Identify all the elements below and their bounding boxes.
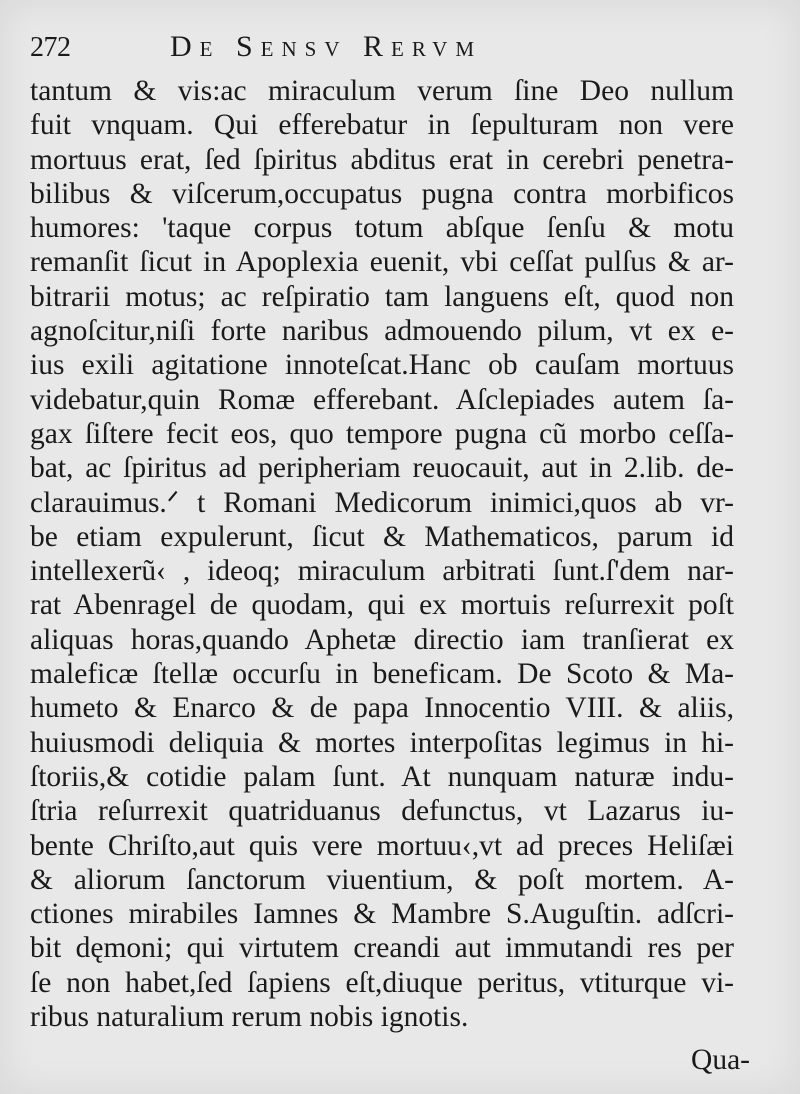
text-line: be etiam expulerunt, ſicut & Mathematicos, parum id	[30, 520, 734, 553]
text-line: maleficæ ſtellæ occurſu in beneficam. De Scoto & Ma-	[30, 658, 734, 691]
page-header	[30, 26, 750, 74]
text-line: agnoſcitur,niſi forte naribus admouendo pilum, vt ex e-	[30, 315, 734, 348]
text-line: fuit vnquam. Qui efferebatur in ſepulturam non vere	[30, 109, 734, 142]
text-line: ſe non habet,ſed ſapiens eſt,diuque peritus, vtiturque vi-	[30, 966, 734, 999]
running-title: De Sensv Rervm	[170, 30, 483, 63]
text-line: ſtoriis,& cotidie palam ſunt. At nunquam naturæ indu-	[30, 760, 734, 793]
catchword-row	[30, 1044, 750, 1084]
text-line: huiusmodi deliquia & mortes interpoſitas legimus in hi-	[30, 726, 734, 759]
text-line: rat Abenragel de quodam, qui ex mortuis reſurrexit poſt	[30, 589, 734, 622]
text-line: intellexerũ‹ , ideoq; miraculum arbitrati ſunt.ſ'dem nar-	[30, 555, 734, 588]
text-line: videbatur,quin Romæ efferebant. Aſclepiades autem ſa-	[30, 383, 734, 416]
text-line: bitrarii motus; ac reſpiratio tam languens eſt, quod non	[30, 280, 734, 313]
text-line: clarauimus.ᐟ t Romani Medicorum inimici,quos ab vr-	[30, 486, 734, 519]
text-line: bilibus & viſcerum,occupatus pugna contra morbificos	[30, 177, 734, 210]
text-line: ius exili agitatione innoteſcat.Hanc ob cauſam mortuus	[30, 349, 734, 382]
text-line: humores: 'taque corpus totum abſque ſenſu & motu	[30, 212, 734, 245]
text-line: & aliorum ſanctorum viuentium, & poſt mortem. A-	[30, 863, 734, 896]
body-text	[30, 74, 750, 1034]
text-line: bit dęmoni; qui virtutem creandi aut immutandi res per	[30, 932, 734, 965]
text-line: ribus naturalium rerum nobis ignotis.	[30, 1001, 469, 1034]
text-line: gax ſiſtere fecit eos, quo tempore pugna cũ morbo ceſſa-	[30, 417, 734, 450]
page-content	[30, 26, 750, 1084]
text-line: ſtria reſurrexit quatriduanus defunctus, vt Lazarus iu-	[30, 795, 734, 828]
text-line: remanſit ſicut in Apoplexia euenit, vbi ceſſat pulſus & ar-	[30, 246, 734, 279]
text-line: ctiones mirabiles Iamnes & Mambre S.Auguſtin. adſcri-	[30, 898, 734, 931]
catchword: Qua-	[691, 1044, 750, 1077]
text-line: tantum & vis:ac miraculum verum ſine Deo nullum	[30, 75, 734, 107]
text-line: bente Chriſto,aut quis vere mortuu‹,vt ad preces Heliſæi	[30, 829, 734, 862]
text-line: mortuus erat, ſed ſpiritus abditus erat in cerebri penetra-	[30, 143, 734, 176]
text-line: humeto & Enarco & de papa Innocentio VIII. & aliis,	[30, 692, 734, 725]
text-line: aliquas horas,quando Aphetæ directio iam tranſierat ex	[30, 623, 734, 656]
page-number: 272	[30, 32, 71, 63]
text-line: bat, ac ſpiritus ad peripheriam reuocauit, aut in 2.lib. de-	[30, 452, 734, 485]
